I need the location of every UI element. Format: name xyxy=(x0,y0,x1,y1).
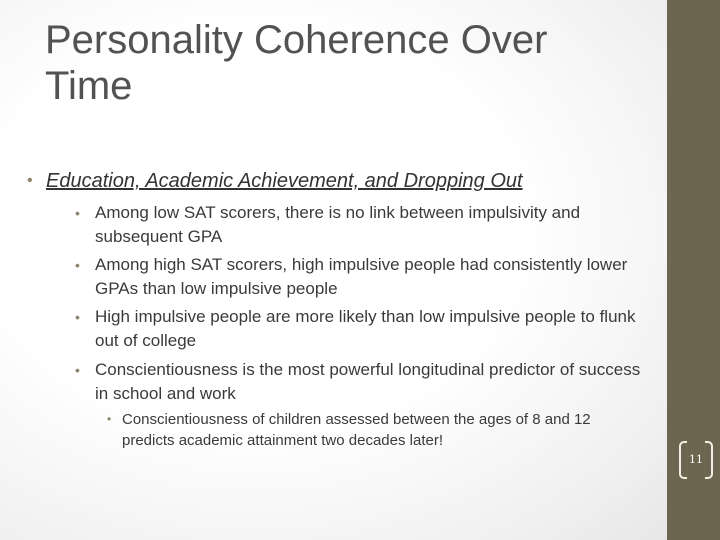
bullet-dot-icon: • xyxy=(75,257,80,273)
bullet-dot-icon: • xyxy=(75,309,80,325)
bullet-dot-icon: • xyxy=(107,412,112,426)
sub-list-item-text: Conscientiousness of children assessed between the ages of 8 and 12 predicts academic attainment two decades later! xyxy=(122,411,591,449)
list-item-text: Among high SAT scorers, high impulsive people had consistently lower GPAs than low impulsive people xyxy=(95,255,628,298)
page-number-badge xyxy=(679,441,713,477)
list-item-text: Conscientiousness is the most powerful longitudinal predictor of success in school and work xyxy=(95,360,641,403)
bullet-dot-icon: • xyxy=(75,205,80,221)
heading-bullet-text: Education, Academic Achievement, and Dropping Out xyxy=(46,170,523,192)
list-item-text: High impulsive people are more likely than low impulsive people to flunk out of college xyxy=(95,307,636,350)
bullet-dot-icon: • xyxy=(75,362,80,378)
bullet-dot-icon: • xyxy=(27,172,33,189)
list-item-text: Among low SAT scorers, there is no link between impulsivity and subsequent GPA xyxy=(95,203,581,246)
page-number: 11 xyxy=(689,453,703,466)
slide-title: Personality Coherence Over Time xyxy=(45,18,548,108)
